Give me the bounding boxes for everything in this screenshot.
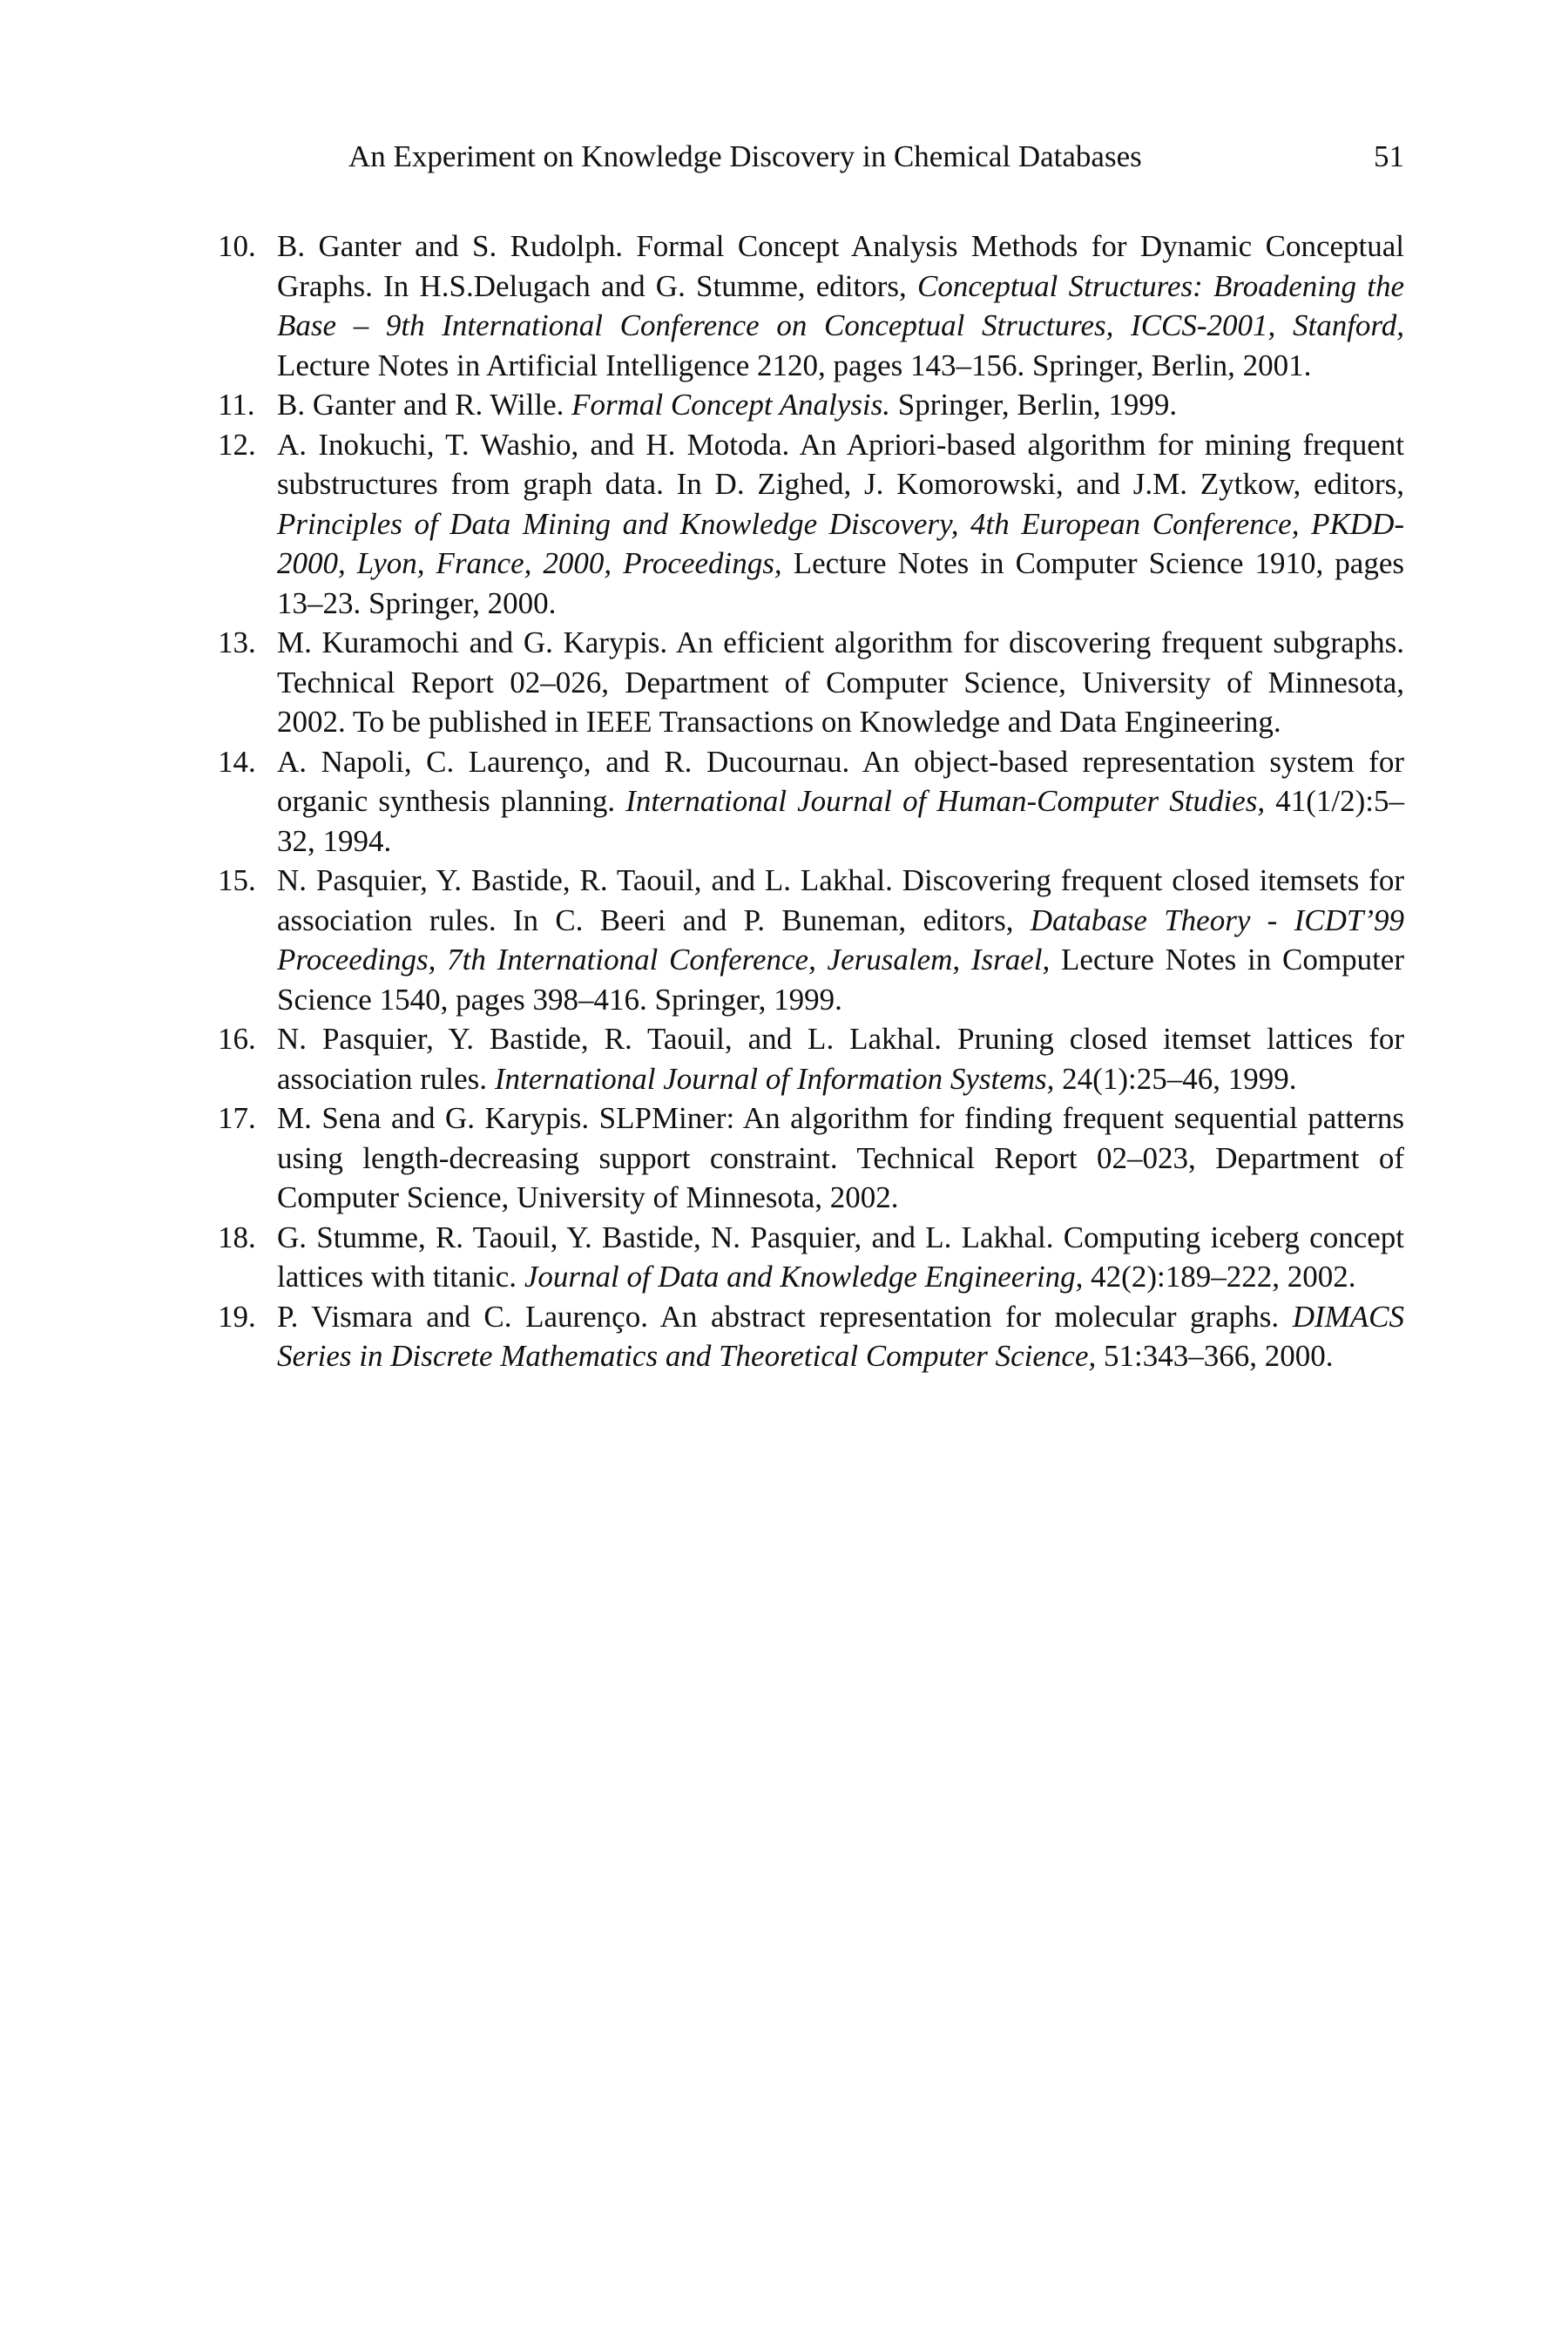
reference-item [218, 1218, 1404, 1297]
reference-item [218, 1019, 1404, 1098]
reference-item [218, 861, 1404, 1019]
reference-text-segment: A. Napoli, C. Laurenço, and R. Ducournau. An object-based representation system for organic synthesis planning. [277, 744, 1404, 818]
reference-text-segment: 42(2):189–222, 2002. [1083, 1260, 1356, 1294]
reference-number: 14. [218, 744, 256, 779]
reference-title-italic: Conceptual Structures: Broadening the Base – 9th International Conference on Conceptual Structures, ICCS-2001, Stanford, [277, 268, 1404, 342]
reference-list [218, 226, 1404, 1376]
reference-item [218, 742, 1404, 862]
reference-title-italic: International Journal of Information Systems, [494, 1061, 1055, 1096]
reference-item [218, 623, 1404, 742]
reference-number: 16. [218, 1022, 256, 1056]
reference-item [218, 226, 1404, 385]
reference-number: 18. [218, 1220, 256, 1254]
reference-title-italic: International Journal of Human-Computer Studies, [625, 784, 1266, 818]
reference-text-segment: B. Ganter and R. Wille. [277, 388, 572, 422]
reference-title-italic: Principles of Data Mining and Knowledge Discovery, 4th European Conference, PKDD-2000, Lyon, France, 2000, Proceedings, [277, 506, 1404, 580]
reference-text [277, 625, 1404, 739]
reference-text-segment: Lecture Notes in Artificial Intelligence 2120, pages 143–156. Springer, Berlin, 2001. [277, 348, 1312, 382]
reference-text [277, 745, 1404, 858]
reference-text-segment: M. Kuramochi and G. Karypis. An efficient algorithm for discovering frequent subgraphs. Technical Report 02–026, Department of Computer Science, University of Minnesota, 2002. To be published in IEEE Transactions on Knowledge and Data Engineering. [277, 625, 1404, 739]
reference-text-segment: G. Stumme, R. Taouil, Y. Bastide, N. Pasquier, and L. Lakhal. Computing iceberg concept lattices with titanic. [277, 1220, 1404, 1294]
running-head [218, 131, 1404, 183]
reference-number: 13. [218, 625, 256, 659]
reference-title-italic: Database Theory - ICDT’99 Proceedings, 7th International Conference, Jerusalem, Israel, [277, 902, 1404, 977]
reference-text [277, 428, 1404, 620]
reference-item [218, 1297, 1404, 1376]
reference-text-segment: Springer, Berlin, 1999. [890, 388, 1178, 422]
page-number: 51 [1374, 139, 1404, 173]
reference-number: 17. [218, 1101, 256, 1135]
reference-number: 19. [218, 1299, 256, 1334]
reference-text [277, 1220, 1404, 1294]
reference-text [277, 229, 1404, 382]
reference-title-italic: Journal of Data and Knowledge Engineering, [524, 1260, 1084, 1294]
reference-text [277, 1022, 1404, 1096]
reference-text-segment: 41(1/2):5–32, 1994. [277, 784, 1405, 858]
reference-item [218, 1098, 1404, 1218]
reference-number: 12. [218, 427, 256, 462]
reference-text-segment: Lecture Notes in Computer Science 1910, pages 13–23. Springer, 2000. [277, 546, 1404, 620]
reference-number: 15. [218, 863, 256, 897]
reference-text [277, 388, 1177, 422]
reference-number: 11. [218, 388, 255, 422]
reference-text-segment: 51:343–366, 2000. [1096, 1339, 1334, 1373]
reference-number: 10. [218, 229, 256, 263]
reference-text-segment: A. Inokuchi, T. Washio, and H. Motoda. An Apriori-based algorithm for mining frequent substructures from graph data. In D. Zighed, J. Komorowski, and J.M. Zytkow, editors, [277, 427, 1404, 501]
reference-text-segment: 24(1):25–46, 1999. [1054, 1061, 1297, 1096]
reference-text [277, 863, 1404, 1017]
reference-text-segment: N. Pasquier, Y. Bastide, R. Taouil, and L. Lakhal. Discovering frequent closed itemsets for association rules. In C. Beeri and P. Buneman, editors, [277, 863, 1404, 937]
reference-title-italic: Formal Concept Analysis. [571, 388, 891, 422]
reference-text [277, 1101, 1404, 1214]
reference-text-segment: N. Pasquier, Y. Bastide, R. Taouil, and L. Lakhal. Pruning closed itemset lattices for association rules. [277, 1022, 1404, 1096]
reference-item [218, 385, 1404, 425]
reference-title-italic: DIMACS Series in Discrete Mathematics and Theoretical Computer Science, [277, 1299, 1404, 1373]
reference-text-segment: Lecture Notes in Computer Science 1540, pages 398–416. Springer, 1999. [277, 943, 1404, 1017]
reference-text-segment: P. Vismara and C. Laurenço. An abstract representation for molecular graphs. [277, 1299, 1293, 1334]
reference-text-segment: B. Ganter and S. Rudolph. Formal Concept Analysis Methods for Dynamic Conceptual Graphs. In H.S.Delugach and G. Stumme, editors, [277, 229, 1404, 303]
reference-text [277, 1300, 1404, 1374]
reference-item [218, 425, 1404, 624]
reference-text-segment: M. Sena and G. Karypis. SLPMiner: An algorithm for finding frequent sequential patterns using length-decreasing support constraint. Technical Report 02–023, Department of Computer Science, University of Minnesota, 2002. [277, 1101, 1404, 1214]
running-title: An Experiment on Knowledge Discovery in Chemical Databases [348, 139, 1142, 173]
